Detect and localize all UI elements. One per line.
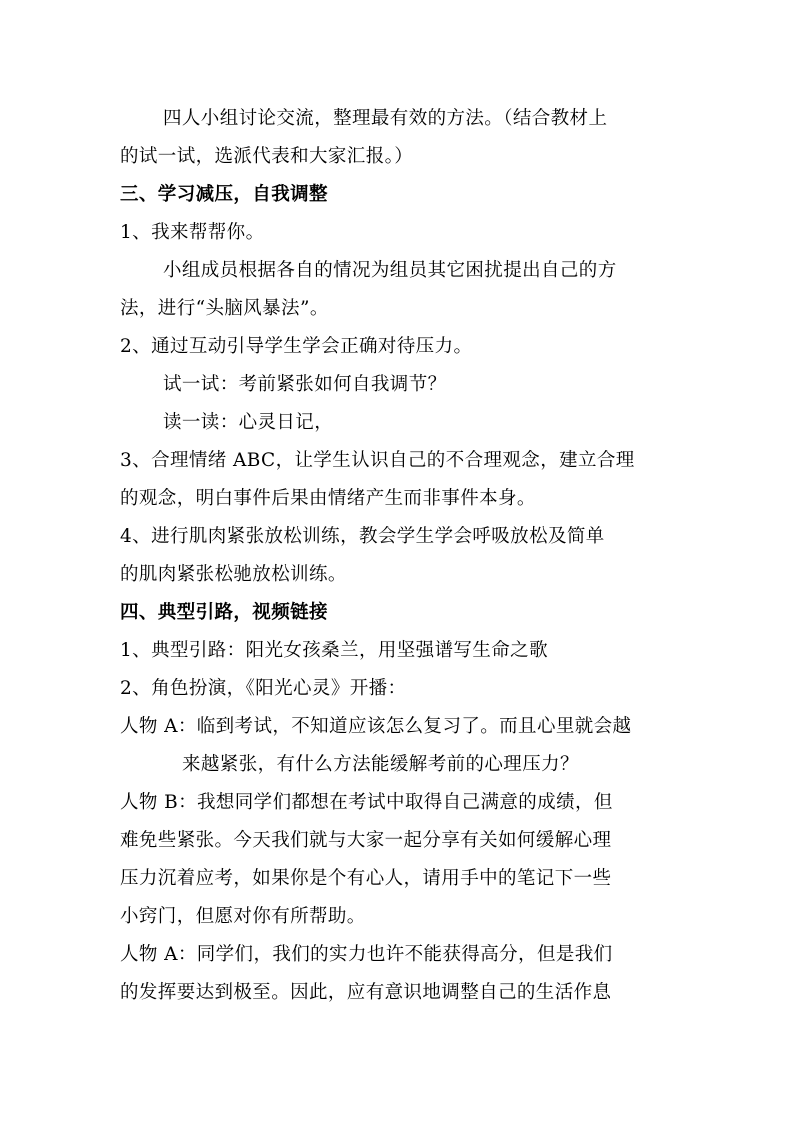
dialogue-line: 小窍门，但愿对你有所帮助。 xyxy=(120,906,366,927)
dialogue-line: 人物 A：临到考试，不知道应该怎么复习了。而且心里就会越 xyxy=(120,716,632,737)
list-item: 4、进行肌肉紧张放松训练，教会学生学会呼吸放松及简单 xyxy=(120,526,605,547)
paragraph-line: 小组成员根据各自的情况为组员其它困扰提出自己的方 xyxy=(163,260,617,281)
dialogue-line: 来越紧张，有什么方法能缓解考前的心理压力？ xyxy=(182,754,579,775)
list-item: 2、通过互动引导学生学会正确对待压力。 xyxy=(120,336,473,357)
paragraph-line: 的试一试，选派代表和大家汇报。） xyxy=(120,146,414,167)
paragraph-line: 的肌肉紧张松驰放松训练。 xyxy=(120,564,347,585)
paragraph-line: 法，进行“头脑风暴法”。 xyxy=(120,298,329,319)
list-item: 2、角色扮演，《阳光心灵》开播： xyxy=(120,678,407,699)
list-item: 3、合理情绪 ABC，让学生认识自己的不合理观念，建立合理 xyxy=(120,450,635,471)
paragraph-line: 的观念，明白事件后果由情绪产生而非事件本身。 xyxy=(120,488,536,509)
list-item: 1、典型引路：阳光女孩桑兰，用坚强谱写生命之歌 xyxy=(120,640,548,661)
dialogue-line: 人物 B：我想同学们都想在考试中取得自己满意的成绩，但 xyxy=(120,792,613,813)
paragraph-line: 四人小组讨论交流，整理最有效的方法。（结合教材上 xyxy=(163,108,608,129)
section-heading: 三、学习减压，自我调整 xyxy=(120,184,328,205)
dialogue-line: 的发挥要达到极至。因此，应有意识地调整自己的生活作息 xyxy=(120,982,612,1003)
paragraph-line: 读一读：心灵日记， xyxy=(163,412,334,433)
dialogue-line: 压力沉着应考，如果你是个有心人，请用手中的笔记下一些 xyxy=(120,868,612,889)
section-heading: 四、典型引路，视频链接 xyxy=(120,602,328,623)
paragraph-line: 试一试：考前紧张如何自我调节？ xyxy=(163,374,447,395)
dialogue-line: 难免些紧张。今天我们就与大家一起分享有关如何缓解心理 xyxy=(120,830,612,851)
dialogue-line: 人物 A：同学们，我们的实力也许不能获得高分，但是我们 xyxy=(120,944,613,965)
list-item: 1、我来帮帮你。 xyxy=(120,222,265,243)
